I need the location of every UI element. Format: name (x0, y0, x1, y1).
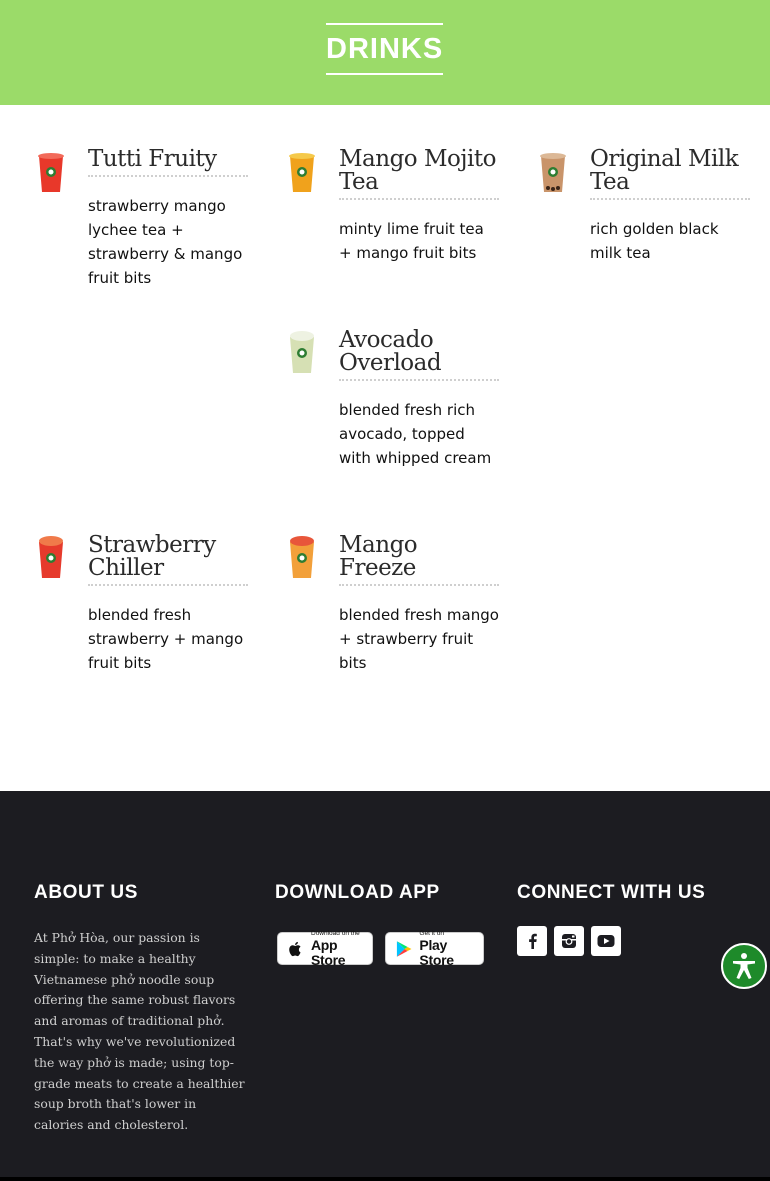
youtube-button[interactable] (591, 926, 621, 956)
drink-description: blended fresh rich avocado, topped with whipped cream (339, 401, 492, 467)
instagram-button[interactable] (554, 926, 584, 956)
drink-description: strawberry mango lychee tea + strawberry & mango fruit bits (88, 197, 243, 287)
drink-description: minty lime fruit tea + mango fruit bits (339, 220, 484, 262)
drink-description: blended fresh mango + strawberry fruit bits (339, 606, 499, 672)
drink-cup-icon (285, 329, 319, 375)
drink-cup-icon (34, 148, 68, 194)
play-store-icon (394, 939, 413, 959)
drink-description: rich golden black milk tea (590, 220, 719, 262)
instagram-icon (561, 933, 577, 949)
app-store-small-text: Download on the (311, 929, 360, 937)
accessibility-icon (729, 951, 759, 981)
play-store-big-text: Play Store (419, 936, 454, 968)
drink-cup-icon (285, 148, 319, 194)
page-header (0, 0, 770, 105)
drink-cup-icon (34, 534, 68, 580)
connect-heading: CONNECT WITH US (517, 882, 706, 903)
drink-name: Tutti Fruity (88, 148, 248, 177)
bottom-bar (0, 1177, 770, 1181)
youtube-icon (597, 934, 615, 948)
facebook-button[interactable] (517, 926, 547, 956)
app-store-button[interactable] (277, 929, 373, 968)
download-heading: DOWNLOAD APP (275, 882, 440, 903)
app-store-big-text: App Store (311, 936, 346, 968)
drink-name: Mango Mojito Tea (339, 148, 499, 200)
play-store-small-text: Get it on (419, 929, 444, 937)
drink-name: Mango Freeze (339, 534, 499, 586)
about-heading: ABOUT US (34, 882, 139, 903)
drink-name: Original Milk Tea (590, 148, 750, 200)
accessibility-button[interactable] (721, 943, 767, 989)
play-store-button[interactable] (385, 929, 484, 968)
about-text: At Phở Hòa, our passion is simple: to make a healthy Vietnamese phở noodle soup offering the same robust flavors and aromas of traditional phở. That's why we've revolutionized the way phở is made; using top-grade meats to create a healthier soup broth that's lower in calories and cholesterol. (34, 930, 245, 1133)
apple-icon (286, 939, 305, 959)
page-title: DRINKS (326, 23, 443, 75)
drink-cup-icon (285, 534, 319, 580)
facebook-icon (526, 933, 538, 949)
drink-cup-icon (536, 148, 570, 194)
drink-name: Strawberry Chiller (88, 534, 248, 586)
drink-description: blended fresh strawberry + mango fruit bits (88, 606, 244, 672)
drink-name: Avocado Overload (339, 329, 499, 381)
